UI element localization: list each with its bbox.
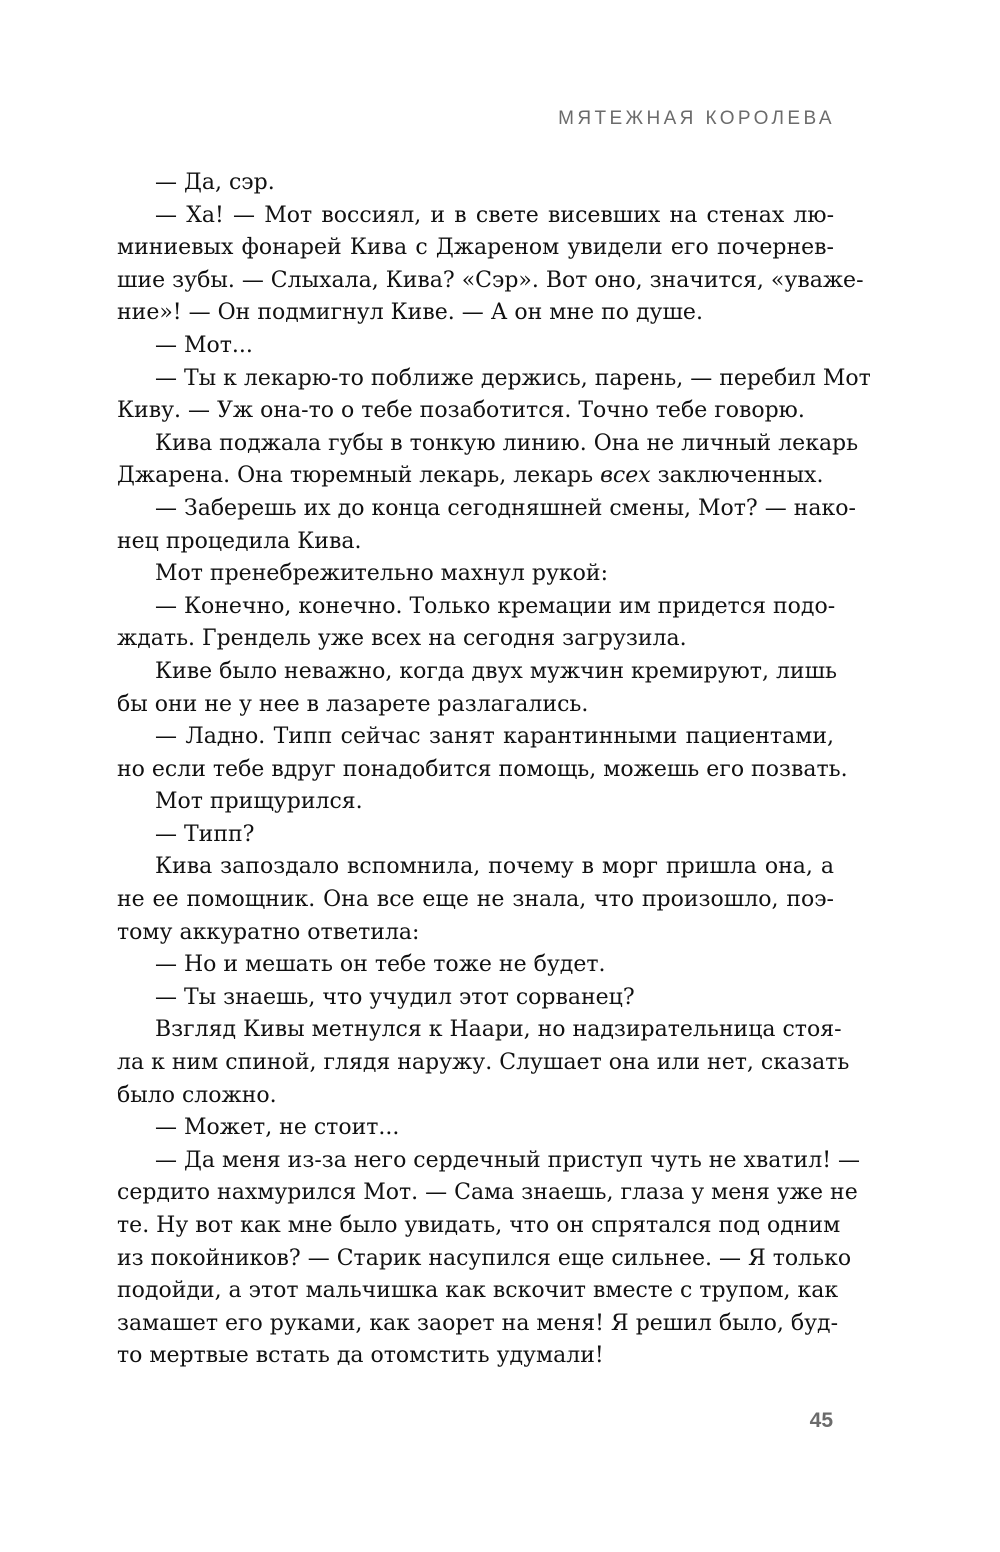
text-line: — Заберешь их до конца сегодняшней смены, Мот? — нако- [155,495,856,521]
text-line: те. Ну вот как мне было увидать, что он спрятался под одним [117,1213,841,1238]
text-line: то мертвые встать да отомстить удумали! [117,1343,604,1369]
page-number: 45 [809,1409,833,1432]
text-line: шие зубы. — Слыхала, Кива? «Сэр». Вот оно, значится, «уваже- [117,267,864,293]
emphasis-word: всех [600,463,651,489]
text-line: — Но и мешать он тебе тоже не будет. [155,952,606,978]
text-run: Джарена. Она тюремный лекарь, лекарь [117,463,601,489]
text-line: Мот прищурился. [155,789,363,815]
text-line: Киву. — Уж она-то о тебе позаботится. Точно тебе говорю. [117,398,805,424]
text-line [117,460,834,493]
text-line: — Может, не стоит... [155,1115,400,1141]
body-text [117,167,871,1373]
text-line: было сложно. [117,1082,277,1108]
text-line: — Ты знаешь, что учудил этот сорванец? [155,984,635,1010]
text-line: замашет его руками, как заорет на меня! Я решил было, буд- [117,1310,839,1336]
running-head: МЯТЕЖНАЯ КОРОЛЕВА [558,108,835,129]
text-line: — Типп? [155,821,255,847]
text-line: ждать. Грендель уже всех на сегодня загрузила. [117,626,687,652]
text-line: Кива запоздало вспомнила, почему в морг пришла она, а [155,854,834,880]
text-line: — Ладно. Типп сейчас занят карантинными пациентами, [155,724,834,750]
text-run: заключенных. [650,463,824,489]
text-line: — Мот... [155,332,253,358]
text-line: — Ты к лекарю-то поближе держись, парень, — перебил Мот [155,365,871,391]
text-line: но если тебе вдруг понадобится помощь, можешь его позвать. [117,756,848,782]
text-line: бы они не у нее в лазарете разлагались. [117,691,589,717]
text-line: ние»! — Он подмигнул Киве. — А он мне по душе. [117,300,703,326]
text-line: — Ха! — Мот воссиял, и в свете висевших на стенах лю- [155,202,834,228]
text-line: нец процедила Кива. [117,528,362,554]
text-line: сердито нахмурился Мот. — Сама знаешь, глаза у меня уже не [117,1180,858,1206]
text-line: миниевых фонарей Кива с Джареном увидели его почернев- [117,235,834,261]
text-line: Кива поджала губы в тонкую линию. Она не личный лекарь [155,430,859,456]
text-line: ла к ним спиной, глядя наружу. Слушает она или нет, сказать [117,1050,850,1076]
text-line: — Да меня из-за него сердечный приступ чуть не хватил! — [155,1147,861,1173]
text-line: Киве было неважно, когда двух мужчин кремируют, лишь [155,658,838,684]
text-line: Взгляд Кивы метнулся к Наари, но надзирательница стоя- [155,1017,842,1043]
text-line: из покойников? — Старик насупился еще сильнее. — Я только [117,1245,852,1271]
text-line: тому аккуратно ответила: [117,919,420,945]
text-line: — Да, сэр. [155,170,275,195]
text-line: подойди, а этот мальчишка как вскочит вместе с трупом, как [117,1278,839,1304]
text-line: Мот пренебрежительно махнул рукой: [155,561,608,587]
text-line: не ее помощник. Она все еще не знала, что произошло, поэ- [117,887,834,913]
text-line: — Конечно, конечно. Только кремации им придется подо- [155,593,836,619]
